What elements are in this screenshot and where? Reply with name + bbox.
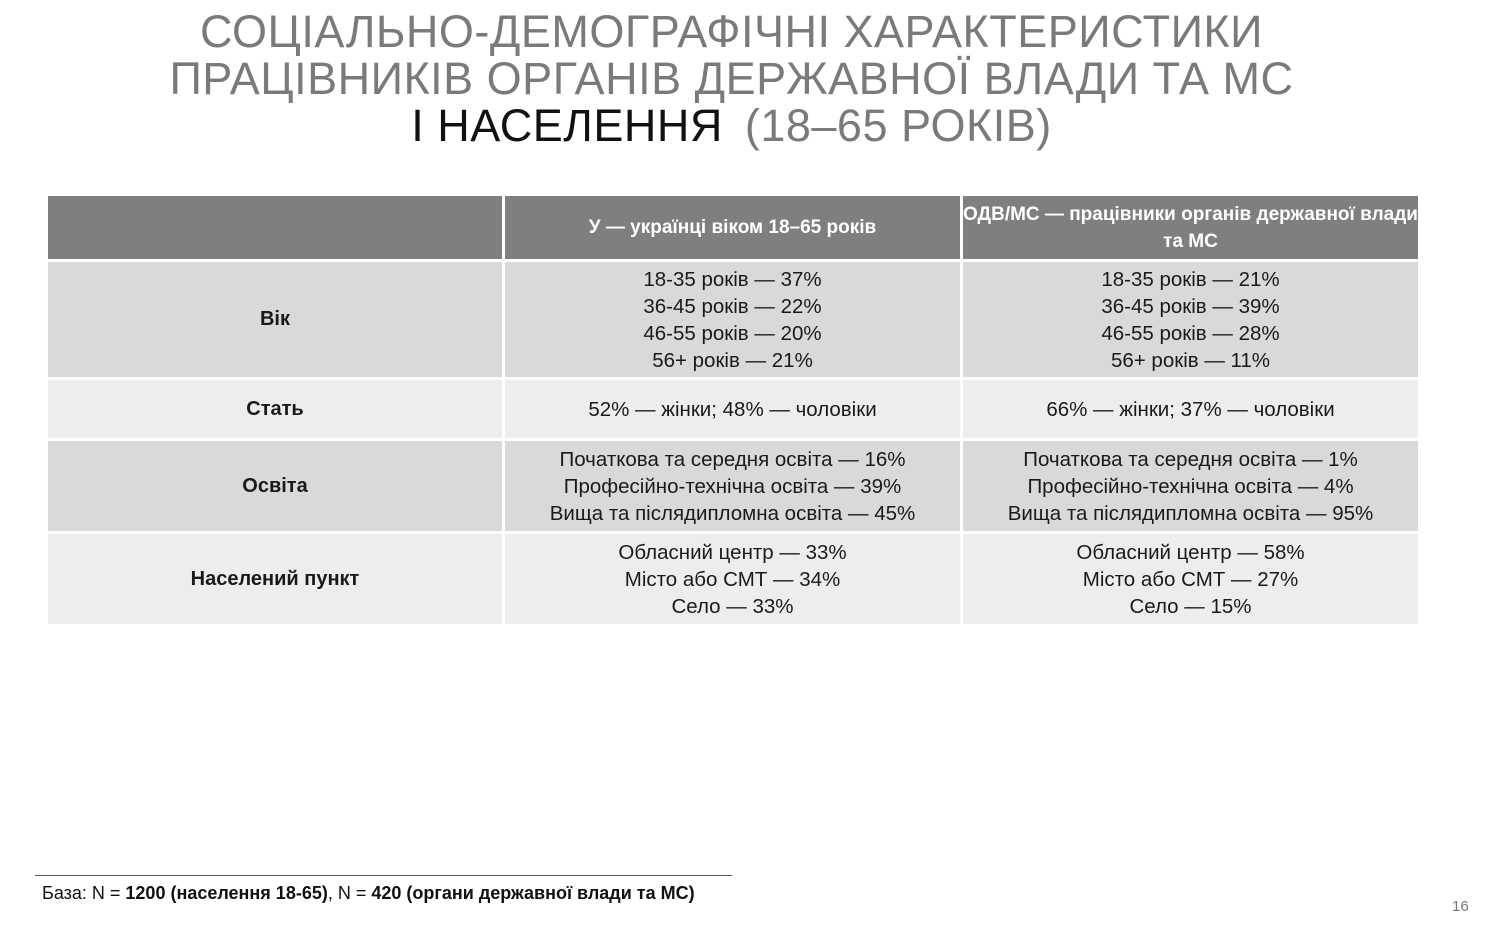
cell-settlement-population: [505, 534, 960, 624]
cell-line: 56+ років — 21%: [652, 348, 813, 372]
cell-line: 46-55 років — 28%: [1101, 321, 1280, 345]
cell-sex-officials: [963, 380, 1418, 438]
cell-line: 46-55 років — 20%: [643, 321, 822, 345]
footnote-divider: [35, 875, 732, 876]
row-label-sex: Стать: [48, 380, 502, 438]
cell-line: Професійно-технічна освіта — 39%: [563, 474, 902, 498]
cell-line: Обласний центр — 33%: [618, 540, 847, 564]
header-population: У — українці віком 18–65 років: [505, 196, 960, 259]
cell-line: Село — 33%: [671, 594, 794, 618]
cell-education-officials: [963, 441, 1418, 531]
footnote-prefix: База: N =: [42, 883, 126, 903]
cell-sex-population: [505, 380, 960, 438]
title-line-3-main: І НАСЕЛЕННЯ: [411, 100, 723, 151]
cell-education-population: [505, 441, 960, 531]
cell-line: Обласний центр — 58%: [1076, 540, 1305, 564]
title-line-1: СОЦІАЛЬНО-ДЕМОГРАФІЧНІ ХАРАКТЕРИСТИКИ: [200, 6, 1263, 57]
cell-line: 36-45 років — 22%: [643, 294, 822, 318]
cell-line: 18-35 років — 21%: [1101, 267, 1280, 291]
cell-line: Початкова та середня освіта — 1%: [1023, 447, 1358, 471]
cell-settlement-officials: [963, 534, 1418, 624]
table-row-age: [48, 262, 1418, 377]
cell-line: Місто або СМТ — 27%: [1082, 567, 1299, 591]
cell-line: Місто або СМТ — 34%: [624, 567, 841, 591]
cell-line: 18-35 років — 37%: [643, 267, 822, 291]
cell-line: 56+ років — 11%: [1110, 348, 1271, 372]
cell-line: 52% — жінки; 48% — чоловіки: [588, 397, 877, 421]
cell-line: 36-45 років — 39%: [1101, 294, 1280, 318]
cell-line: Початкова та середня освіта — 16%: [559, 447, 906, 471]
row-label-settlement: Населений пункт: [48, 534, 502, 624]
page-number: 16: [1452, 898, 1469, 915]
cell-line: Село — 15%: [1129, 594, 1252, 618]
table-header-row: [48, 196, 1418, 259]
slide-title: [0, 8, 1463, 149]
header-empty: [48, 196, 502, 259]
table-row-sex: [48, 380, 1418, 438]
demographics-table: [45, 193, 1421, 627]
row-label-age: Вік: [48, 262, 502, 377]
cell-line: Вища та післядипломна освіта — 45%: [549, 501, 916, 525]
footnote-n1: 1200 (населення 18-65): [125, 883, 328, 903]
title-line-3-sub: (18–65 РОКІВ): [744, 100, 1052, 151]
footnote-n2: 420 (органи державної влади та МС): [371, 883, 695, 903]
footnote: [42, 883, 695, 904]
row-label-education: Освіта: [48, 441, 502, 531]
title-line-3: [0, 102, 1463, 149]
title-line-2: ПРАЦІВНИКІВ ОРГАНІВ ДЕРЖАВНОЇ ВЛАДИ ТА МС: [169, 53, 1294, 104]
cell-age-officials: [963, 262, 1418, 377]
cell-line: Вища та післядипломна освіта — 95%: [1007, 501, 1374, 525]
table-row-settlement: [48, 534, 1418, 624]
header-officials: ОДВ/МС — працівники органів державної влади та МС: [963, 196, 1418, 259]
cell-age-population: [505, 262, 960, 377]
table-row-education: [48, 441, 1418, 531]
cell-line: Професійно-технічна освіта — 4%: [1027, 474, 1354, 498]
footnote-mid: , N =: [327, 883, 372, 903]
cell-line: 66% — жінки; 37% — чоловіки: [1046, 397, 1335, 421]
